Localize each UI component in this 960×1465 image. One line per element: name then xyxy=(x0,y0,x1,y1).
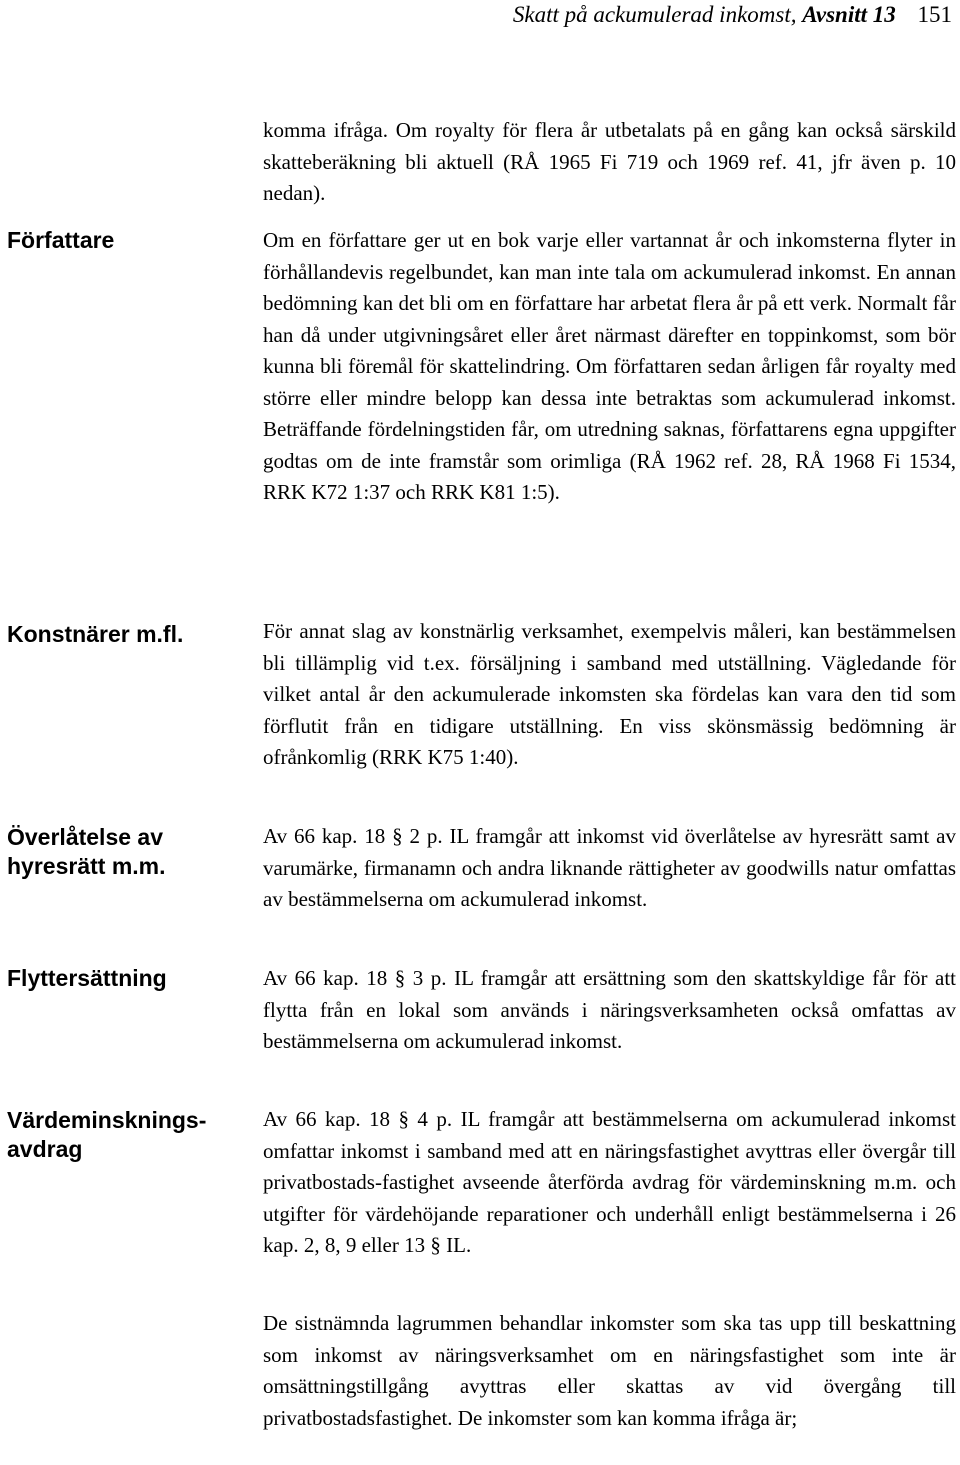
paragraph-vardeminskning: Av 66 kap. 18 § 4 p. IL framgår att bestämmelserna om ackumulerad inkomst omfattar inkomst i samband med att en näringsfastighet avyttras eller övergår till privatbostads-fastighet avseende återförda avdrag för värdeminskning m.m. och utgifter för värdehöjande reparationer och underhåll enligt bestämmelserna i 26 kap. 2, 8, 9 eller 13 § IL. xyxy=(263,1107,956,1257)
margin-heading-konstnarer xyxy=(7,620,232,649)
paragraph-lagrum: De sistnämnda lagrummen behandlar inkomster som ska tas upp till beskattning som inkomst av näringsverksamhet om en näringsfastighet som inte är omsättningstillgång avyttras eller skattas av vid övergång till privatbostadsfastighet. De inkomster som kan komma ifråga är; xyxy=(263,1311,956,1430)
margin-heading-flyttersattning xyxy=(7,964,232,993)
running-header xyxy=(513,0,952,30)
margin-heading-overlatelse-line1: Överlåtelse av xyxy=(7,824,164,850)
header-section: Avsnitt 13 xyxy=(802,2,896,27)
paragraph-forfattare: Om en författare ger ut en bok varje eller vartannat år och inkomsterna flyter in förhållandevis regelbundet, kan man inte tala om ackumulerad inkomst. En annan bedömning kan det bli om en författare har arbetat flera år på ett verk. Normalt får han då under utgivningsåret eller året närmast därefter en toppinkomst, som bör kunna bli föremål för skattelindring. Om författaren sedan årligen får royalty med större eller mindre belopp kan dessa inte betraktas som ackumulerad inkomst. Beträffande fördelningstiden får, om utredning saknas, författarens egna uppgifter godtas om de inte framstår som orimliga (RÅ 1962 ref. 28, RÅ 1968 Fi 1534, RRK K72 1:37 och RRK K81 1:5). xyxy=(263,228,956,504)
page-number: 151 xyxy=(917,2,952,27)
paragraph-overlatelse: Av 66 kap. 18 § 2 p. IL framgår att inkomst vid överlåtelse av hyresrätt samt av varumärke, firmanamn och andra liknande rättigheter av goodwills natur omfattas av bestämmelserna om ackumulerad inkomst. xyxy=(263,824,956,911)
header-title: Skatt på ackumulerad inkomst, xyxy=(512,2,797,27)
margin-heading-vardeminskning xyxy=(7,1106,232,1164)
margin-heading-forfattare xyxy=(7,226,232,255)
margin-heading-konstnarer-text: Konstnärer m.fl. xyxy=(7,621,184,647)
margin-heading-overlatelse xyxy=(7,823,232,881)
margin-heading-overlatelse-line2: hyresrätt m.m. xyxy=(7,853,166,879)
paragraph-konstnarer: För annat slag av konstnärlig verksamhet, exempelvis måleri, kan bestämmelsen bli tillämplig vid t.ex. försäljning i samband med utställning. Vägledande för vilket antal år den ackumulerade inkomsten ska fördelas kan vara den tid som förflutit från en tidigare utställning. En viss skönsmässig bedömning är ofrånkomlig (RRK K75 1:40). xyxy=(263,619,956,769)
margin-heading-forfattare-text: Författare xyxy=(7,227,115,253)
margin-heading-flyttersattning-text: Flyttersättning xyxy=(7,965,167,991)
margin-heading-vardeminskning-line1: Värdeminsknings- xyxy=(7,1107,207,1133)
paragraph-flyttersattning: Av 66 kap. 18 § 3 p. IL framgår att ersättning som den skattskyldige får för att flytta från en lokal som används i näringsverksamheten också omfattas av bestämmelserna om ackumulerad inkomst. xyxy=(263,966,956,1053)
paragraph-royalty: komma ifråga. Om royalty för flera år utbetalats på en gång kan också särskild skatteberäkning bli aktuell (RÅ 1965 Fi 719 och 1969 ref. 41, jfr även p. 10 nedan). xyxy=(263,118,956,205)
margin-heading-vardeminskning-line2: avdrag xyxy=(7,1136,83,1162)
